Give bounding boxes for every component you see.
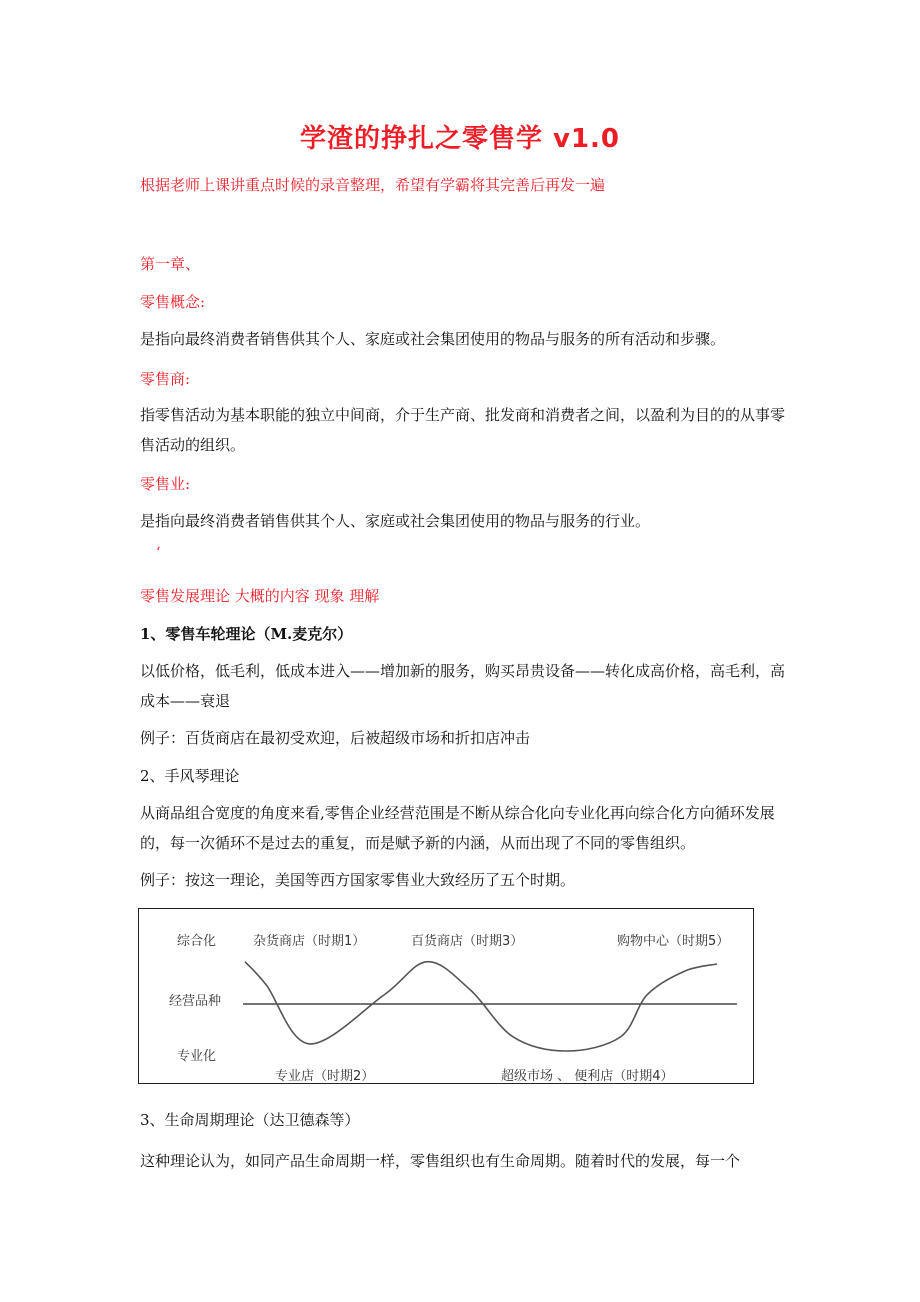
y-label-middle: 经营品种 [169,994,222,1009]
industry-text: 是指向最终消费者销售供其个人、家庭或社会集团使用的物品与服务的行业。 [140,512,651,530]
theory2-text: 从商品组合宽度的角度来看,零售企业经营范围是不断从综合化向专业化再向综合化方向循环发展的，每一次循环不是过去的重复，而是赋予新的内涵，从而出现了不同的零售组织。 [140,804,775,852]
theory2-example: 例子：按这一理论，美国等西方国家零售业大致经历了五个时期。 [140,871,576,889]
theory-heading: 零售发展理论 大概的内容 现象 理解 [140,587,380,605]
accordion-chart [138,908,754,1084]
y-label-bottom: 专业化 [177,1049,217,1064]
accordion-curve-line [245,962,717,1051]
accordion-chart-svg [139,909,753,1083]
stray-mark: ‘ [156,545,161,561]
document-title: 学渣的挣扎之零售学 v1.0 [299,124,621,154]
period-label-1: 杂货商店（时期1） [253,934,366,949]
document-subtitle: 根据老师上课讲重点时候的录音整理，希望有学霸将其完善后再发一遍 [140,176,606,194]
period-label-5: 购物中心（时期5） [617,934,730,949]
theory2-title: 2、手风琴理论 [140,767,240,785]
theory3-text: 这种理论认为，如同产品生命周期一样，零售组织也有生命周期。随着时代的发展，每一个 [140,1152,741,1170]
period-label-2: 专业店（时期2） [275,1069,375,1083]
period-label-4: 超级市场 、 便利店（时期4） [501,1069,674,1083]
theory1-title: 1、零售车轮理论（M.麦克尔） [140,625,353,643]
retail-concept-text: 是指向最终消费者销售供其个人、家庭或社会集团使用的物品与服务的所有活动和步骤。 [140,330,726,348]
retail-concept-heading: 零售概念: [140,293,206,311]
theory1-example: 例子：百货商店在最初受欢迎，后被超级市场和折扣店冲击 [140,729,531,747]
period-label-3: 百货商店（时期3） [411,934,524,949]
retailer-text: 指零售活动为基本职能的独立中间商，介于生产商、批发商和消费者之间，以盈利为目的的从事零售活动的组织。 [140,406,786,454]
theory1-text: 以低价格，低毛利，低成本进入——增加新的服务，购买昂贵设备——转化成高价格，高毛利，高成本——衰退 [140,662,786,710]
theory3-title: 3、生命周期理论（达卫德森等） [140,1111,360,1129]
y-label-top: 综合化 [177,934,217,949]
chapter-heading: 第一章、 [140,255,201,273]
retailer-heading: 零售商: [140,370,191,388]
industry-heading: 零售业: [140,475,191,493]
